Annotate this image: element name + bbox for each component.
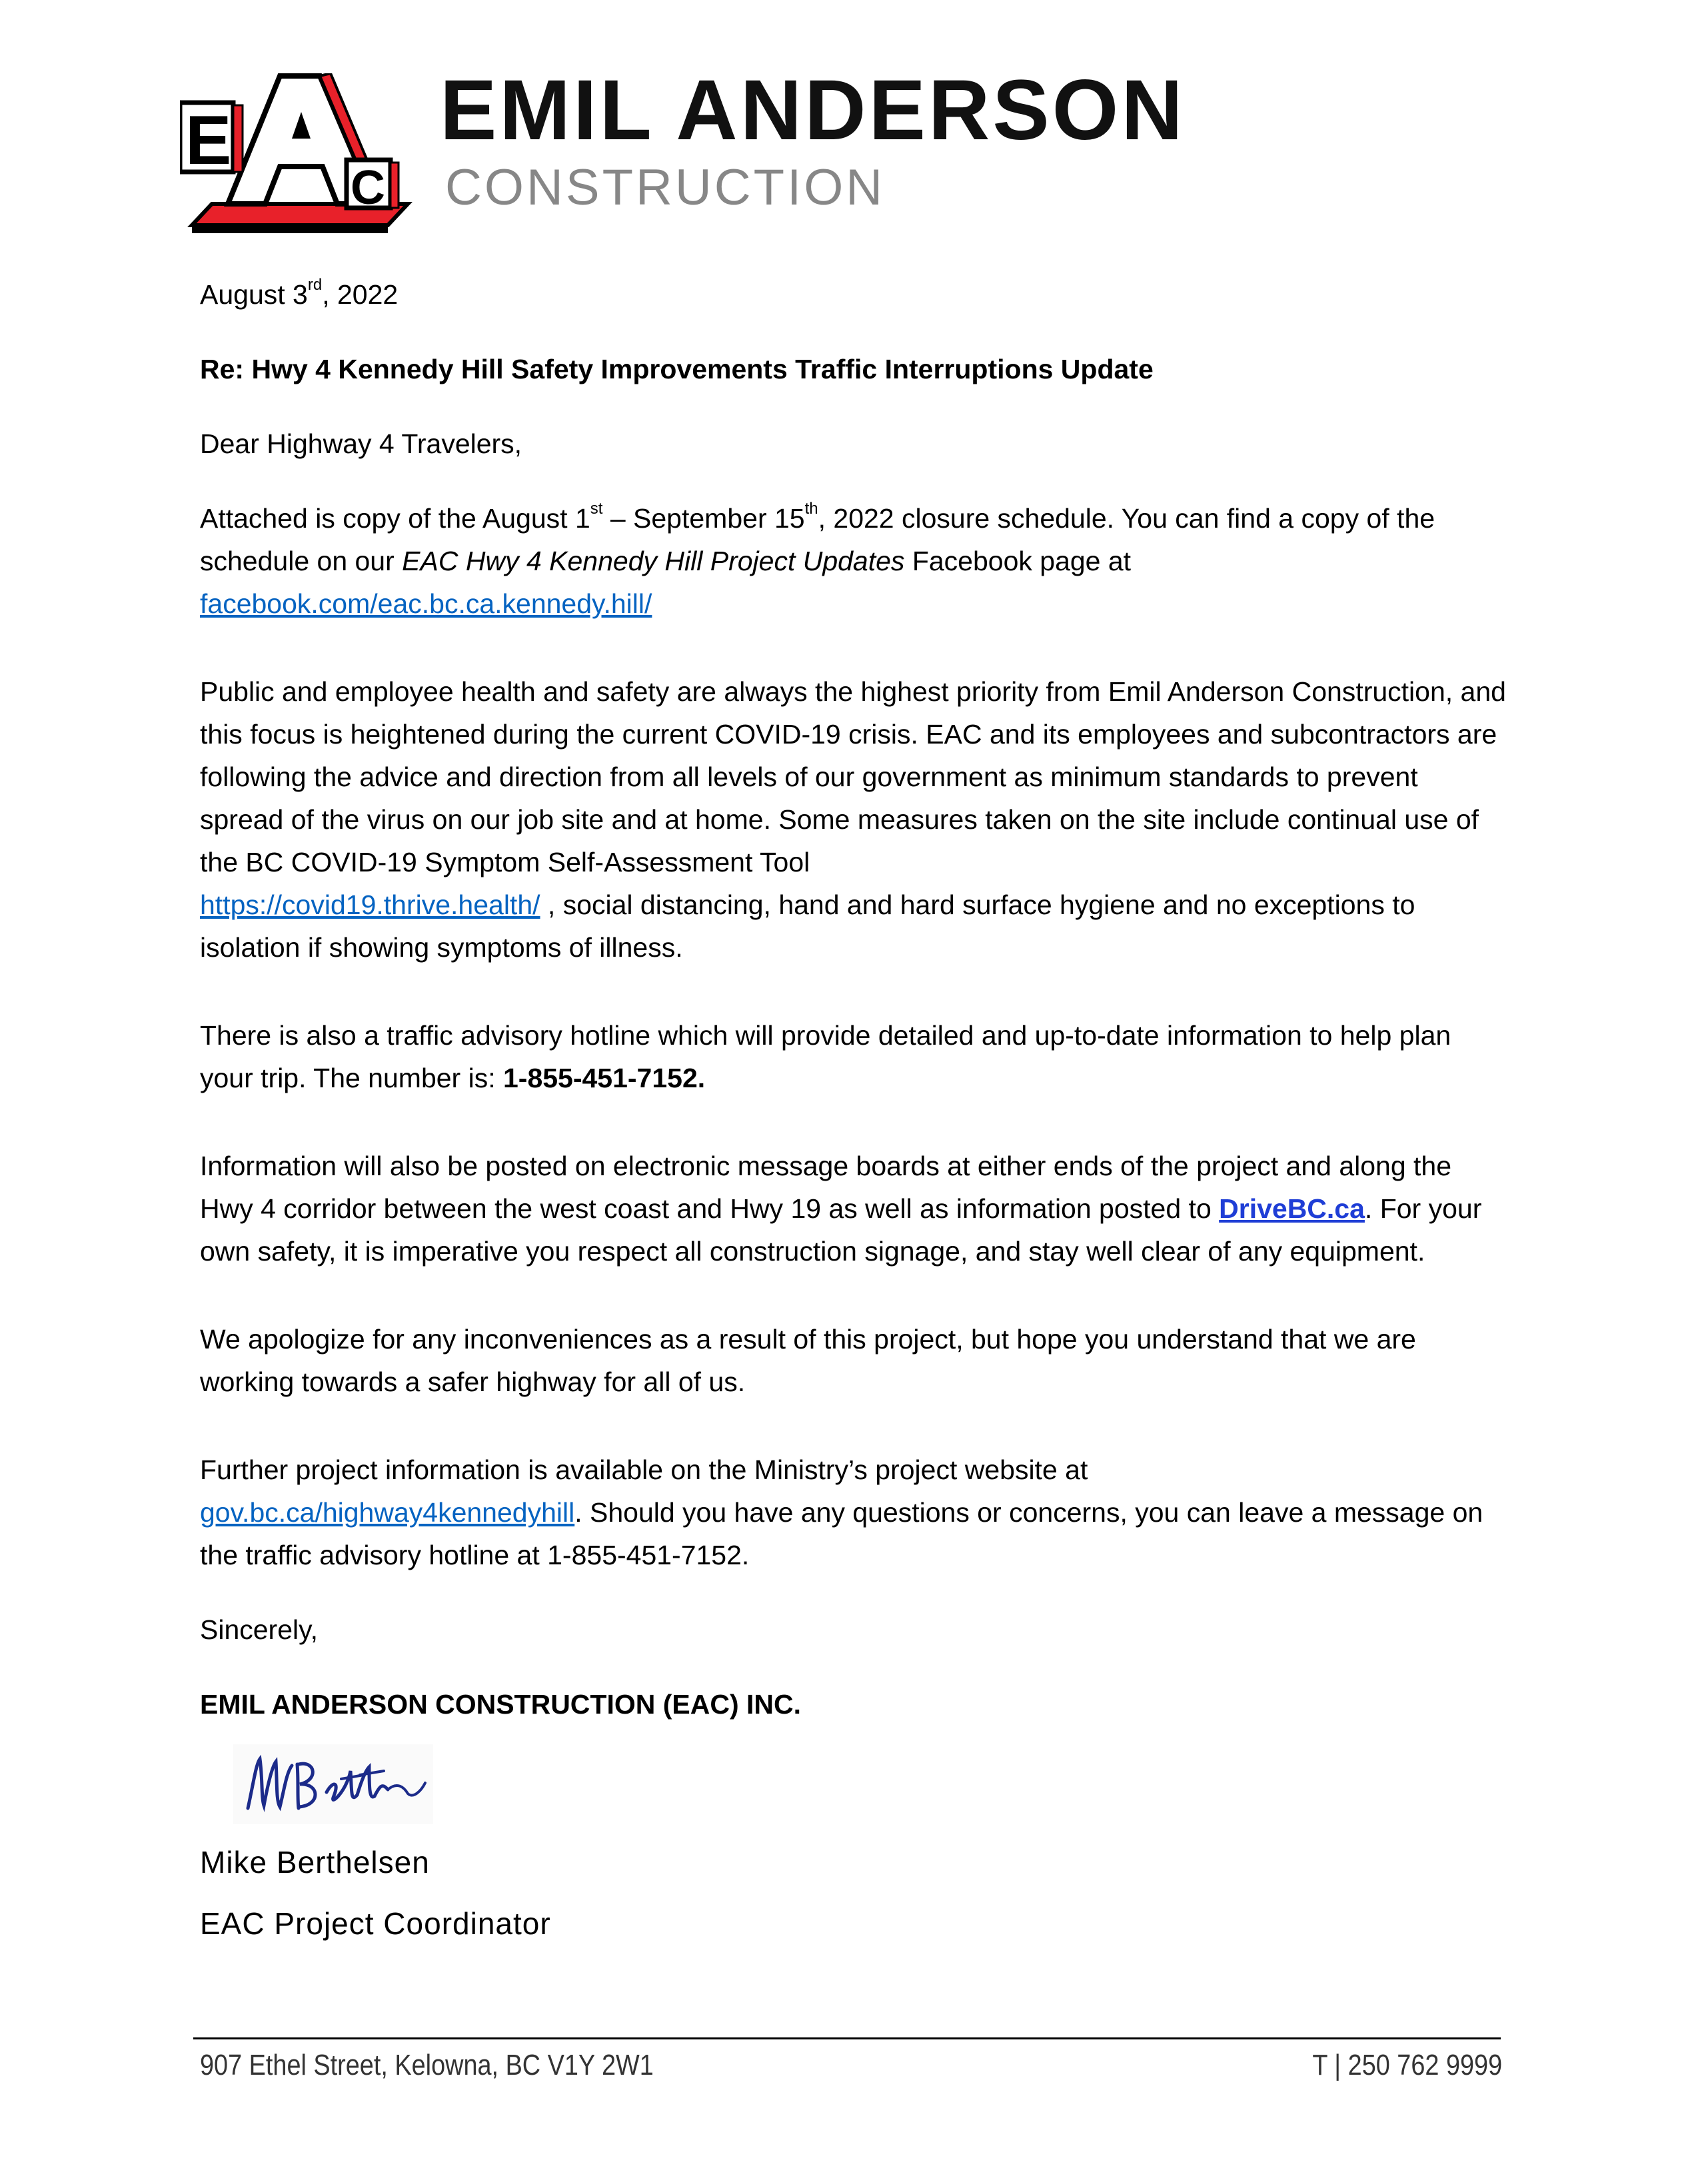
superscript: th	[804, 500, 818, 518]
text: Attached is copy of the August 1	[200, 503, 590, 534]
footer-divider	[193, 2037, 1501, 2039]
paragraph-schedule	[200, 497, 1506, 625]
facebook-page-name: EAC Hwy 4 Kennedy Hill Project Updates	[402, 546, 905, 576]
text: – September 15	[602, 503, 805, 534]
closing: Sincerely,	[200, 1614, 318, 1645]
paragraph-health-safety	[200, 670, 1506, 969]
paragraph-apology: We apologize for any inconveniences as a result of this project, but hope you understand that we are working towards a safer highway for all of us.	[200, 1324, 1416, 1397]
company-subtitle: CONSTRUCTION	[445, 159, 886, 216]
signer-name: Mike Berthelsen	[200, 1845, 430, 1880]
drivebc-link[interactable]: DriveBC.ca	[1219, 1193, 1365, 1224]
date-text: August 3	[200, 279, 308, 310]
text: Further project information is available on the Ministry’s project website at	[200, 1454, 1088, 1485]
text: There is also a traffic advisory hotline which will provide detailed and up-to-date information to help plan your trip. The number is:	[200, 1020, 1451, 1093]
company-signature-line: EMIL ANDERSON CONSTRUCTION (EAC) INC.	[200, 1689, 801, 1720]
company-name: EMIL ANDERSON	[440, 63, 1186, 158]
superscript: st	[590, 500, 603, 518]
ministry-website-link[interactable]: gov.bc.ca/highway4kennedyhill	[200, 1497, 575, 1528]
text: , 2022 closure schedule. You can find a copy of the schedule on our	[200, 503, 1435, 576]
text: , social distancing, hand and hard surface hygiene and no exceptions to isolation if showing symptoms of illness.	[200, 889, 1415, 963]
letter-date	[200, 273, 1506, 316]
text: . For your own safety, it is imperative you respect all construction signage, and stay well clear of any equipment.	[200, 1193, 1482, 1267]
svg-text:C: C	[351, 161, 385, 215]
letter-subject: Re: Hwy 4 Kennedy Hill Safety Improvements Traffic Interruptions Update	[200, 354, 1154, 384]
covid-tool-link[interactable]: https://covid19.thrive.health/	[200, 889, 540, 920]
date-superscript: rd	[307, 276, 323, 294]
hotline-number: 1-855-451-7152.	[502, 1063, 706, 1093]
svg-text:E: E	[185, 102, 232, 179]
signer-title: EAC Project Coordinator	[200, 1906, 551, 1941]
footer-address: 907 Ethel Street, Kelowna, BC V1Y 2W1	[200, 2049, 654, 2081]
paragraph-further-info	[200, 1448, 1506, 1576]
handwritten-signature	[233, 1744, 433, 1824]
footer-phone: T | 250 762 9999	[1312, 2049, 1502, 2081]
text: Information will also be posted on electronic message boards at either ends of the project and along the Hwy 4 corridor between the west coast and Hwy 19 as well as information posted to	[200, 1151, 1452, 1224]
paragraph-message-boards	[200, 1145, 1506, 1273]
eac-logo-icon	[180, 73, 420, 233]
text: . Should you have any questions or concerns, you can leave a message on the traffic advisory hotline at 1-855-451-7152.	[200, 1497, 1483, 1570]
letter-body	[200, 273, 1506, 1947]
text: Public and employee health and safety are always the highest priority from Emil Anderson Construction, and this focus is heightened during the current COVID-19 crisis. EAC and its employees and subcontractors are following the advice and direction from all levels of our government as minimum standards to prevent spread of the virus on our job site and at home. Some measures taken on the site include continual use of the BC COVID-19 Symptom Self-Assessment Tool	[200, 676, 1506, 877]
text: Facebook page at	[904, 546, 1132, 576]
date-year: , 2022	[322, 279, 399, 310]
facebook-link[interactable]: facebook.com/eac.bc.ca.kennedy.hill/	[200, 588, 652, 619]
paragraph-hotline	[200, 1014, 1506, 1099]
salutation: Dear Highway 4 Travelers,	[200, 428, 522, 459]
